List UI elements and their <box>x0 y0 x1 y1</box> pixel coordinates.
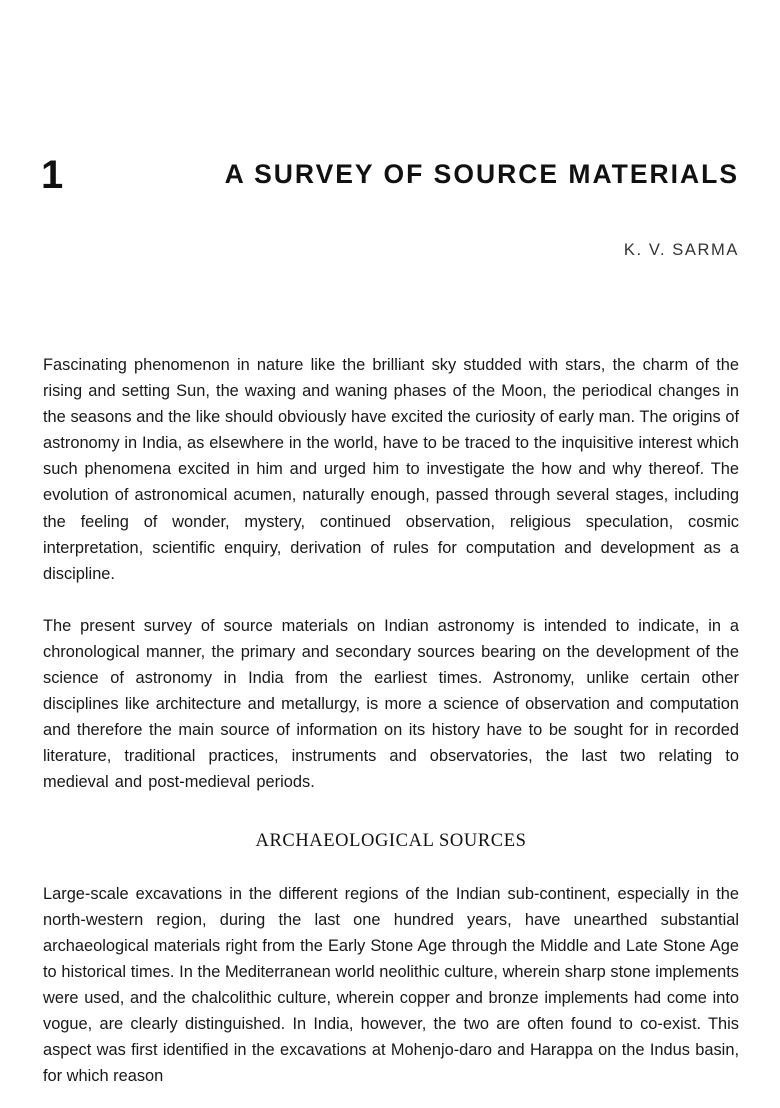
chapter-header <box>0 152 780 212</box>
chapter-title: A SURVEY OF SOURCE MATERIALS <box>224 159 739 189</box>
paragraph-2: The present survey of source materials on Indian astronomy is intended to indicate, in a chronological manner, the primary and secondary sources bearing on the development of the science of astronomy in India from the earliest times. Astronomy, unlike certain other disciplines like architecture and metallurgy, is more a science of observation and computation and therefore the main source of information on its history have to be sought for in recorded literature, traditional practices, instruments and observatories, the last two relating to medieval and post-medieval periods. <box>43 616 739 792</box>
paragraph-1: Fascinating phenomenon in nature like the brilliant sky studded with stars, the charm of the rising and setting Sun, the waxing and waning phases of the Moon, the periodical changes in the seasons and the like should obviously have excited the curiosity of early man. The origins of astronomy in India, as elsewhere in the world, have to be traced to the inquisitive interest which such phenomena excited in him and urged him to investigate the how and why thereof. The evolution of astronomical acumen, naturally enough, passed through several stages, including the feeling of wonder, mystery, continued observation, religious speculation, cosmic interpretation, scientific enquiry, derivation of rules for computation and development as a discipline. <box>43 356 739 583</box>
paragraph-3: Large-scale excavations in the different regions of the Indian sub-continent, especially in the north-western region, during the last one hundred years, have unearthed substantial archaeological materials right from the Early Stone Age through the Middle and Late Stone Age to historical times. In the Mediterranean world neolithic culture, wherein sharp stone implements were used, and the chalcolithic culture, wherein copper and bronze implements had come into vogue, are clearly distinguished. In India, however, the two are often found to co-exist. This aspect was first identified in the excavations at Mohenjo-daro and Harappa on the Indus basin, for which reason <box>43 884 739 1086</box>
chapter-number: 1 <box>41 153 64 197</box>
section-heading-block <box>43 829 739 853</box>
chapter-author: K. V. SARMA <box>623 241 739 259</box>
section-heading-archaeological-sources: ARCHAEOLOGICAL SOURCES <box>255 830 527 851</box>
body-text-column <box>43 352 739 1089</box>
